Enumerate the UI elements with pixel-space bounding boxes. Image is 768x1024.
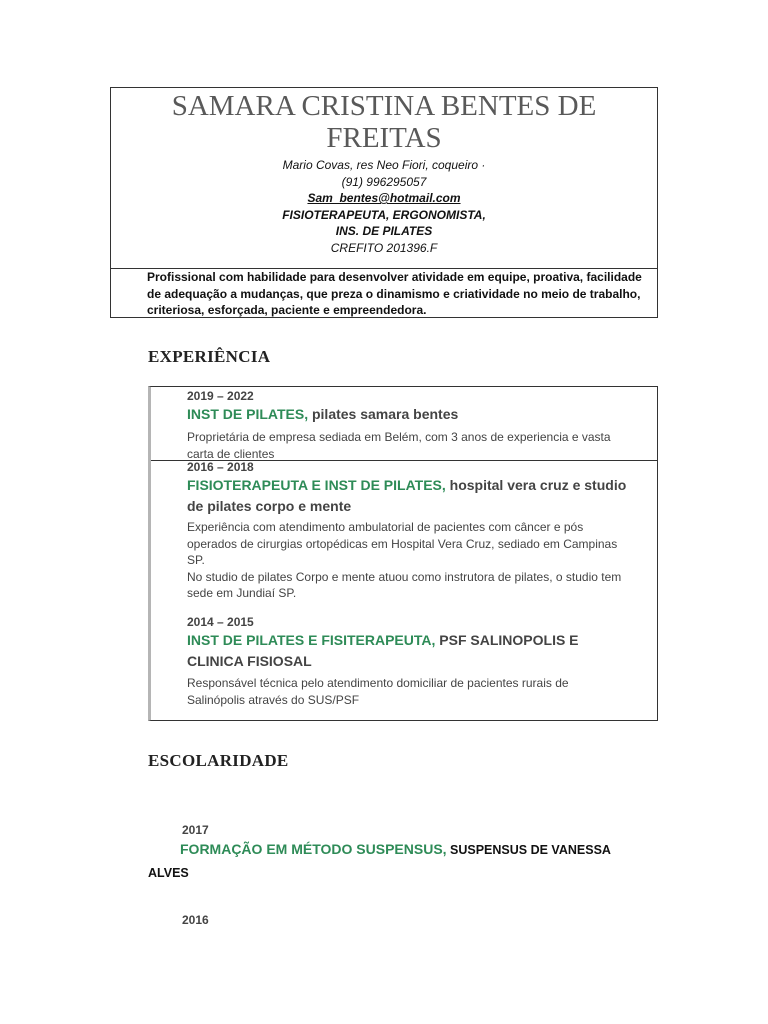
experience-title <box>187 630 627 672</box>
profession-line-2: INS. DE PILATES <box>335 224 433 238</box>
experience-description: Proprietária de empresa sediada em Belém, com 3 anos de experiencia e vasta carta de clientes <box>187 430 611 461</box>
education-institution: SUSPENSUS DE VANESSA ALVES <box>148 843 611 880</box>
candidate-name: SAMARA CRISTINA BENTES DE FREITAS <box>171 90 597 154</box>
education-year: 2016 <box>182 913 209 927</box>
experience-item <box>187 615 627 708</box>
experience-title <box>187 475 627 517</box>
experience-box <box>148 386 658 721</box>
experience-heading: EXPERIÊNCIA <box>148 347 271 366</box>
experience-item <box>187 389 627 462</box>
experience-description: Experiência com atendimento ambulatorial de pacientes com câncer e pós operados de cirurgias ortopédicas em Hospital Vera Cruz, sediado em Campinas SP. <box>187 520 618 567</box>
experience-item <box>187 460 627 602</box>
education-title <box>148 838 628 884</box>
phone: (91) 996295057 <box>341 174 427 189</box>
address: Mario Covas, res Neo Fiori, coqueiro · <box>282 158 486 172</box>
experience-title <box>187 404 627 425</box>
experience-role: INST DE PILATES E FISITERAPEUTA, <box>187 632 436 648</box>
experience-years: 2016 – 2018 <box>187 460 254 474</box>
profession-line-1: FISIOTERAPEUTA, ERGONOMISTA, <box>282 207 486 222</box>
experience-company: hospital vera cruz e studio de pilates corpo e mente <box>187 477 627 514</box>
experience-description: Responsável técnica pelo atendimento domiciliar de pacientes rurais de Salinópolis através do SUS/PSF <box>187 676 569 707</box>
professional-summary: Profissional com habilidade para desenvolver atividade em equipe, proativa, facilidade de adequação a mudanças, que preza o dinamismo e criatividade no meio de trabalho, criteriosa, esforçada, paciente e empreendedora. <box>147 270 642 317</box>
education-year: 2017 <box>182 823 209 837</box>
experience-years: 2014 – 2015 <box>187 615 254 629</box>
experience-years: 2019 – 2022 <box>187 389 254 403</box>
contact-block <box>111 88 657 269</box>
experience-company: pilates samara bentes <box>308 406 459 422</box>
crefito-number: CREFITO 201396.F <box>330 240 438 255</box>
email-link[interactable]: Sam_bentes@hotmail.com <box>307 191 461 205</box>
experience-description: No studio de pilates Corpo e mente atuou como instrutora de pilates, o studio tem sede em Jundiaí SP. <box>187 569 622 600</box>
education-heading: ESCOLARIDADE <box>148 751 289 770</box>
experience-company: PSF SALINOPOLIS E CLINICA FISIOSAL <box>187 632 579 669</box>
experience-role: FISIOTERAPEUTA E INST DE PILATES, <box>187 477 446 493</box>
experience-role: INST DE PILATES, <box>187 406 309 422</box>
header-box <box>110 87 658 318</box>
education-course: FORMAÇÃO EM MÉTODO SUSPENSUS, <box>180 841 447 857</box>
